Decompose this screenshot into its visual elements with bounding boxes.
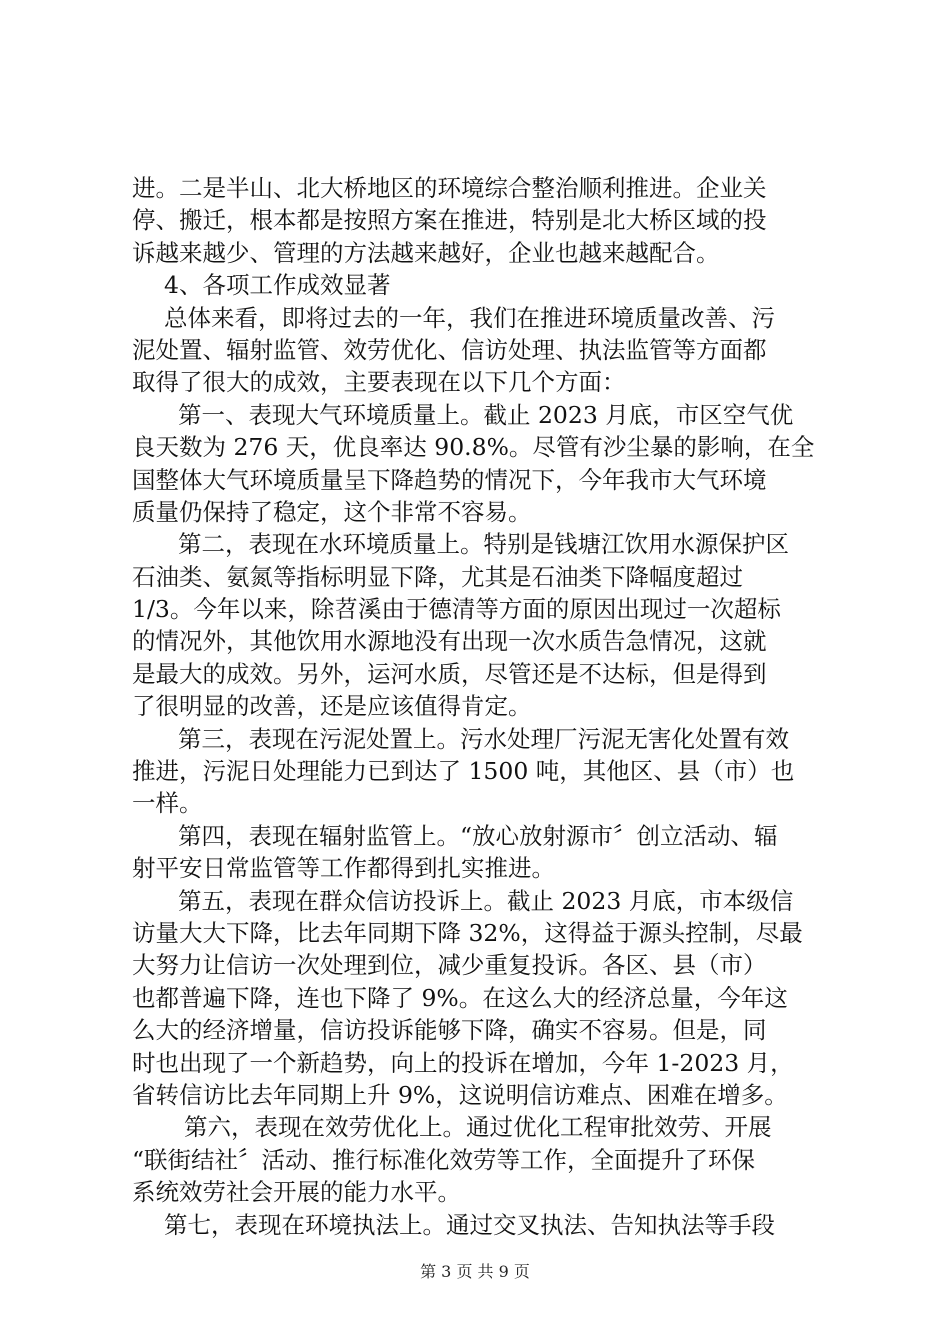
paragraph-line: 省转信访比去年同期上升 9%，这说明信访难点、困难在增多。 [132,1080,788,1109]
paragraph-line: 泥处置、辐射监管、效劳优化、信访处理、执法监管等方面都 [132,335,767,364]
paragraph-line: 是最大的成效。另外，运河水质，尽管还是不达标，但是得到 [132,659,767,688]
paragraph-line: 进。二是半山、北大桥地区的环境综合整治顺利推进。企业关 [132,174,767,202]
paragraph-line: 停、搬迁，根本都是按照方案在推进，特别是北大桥区域的投 [132,206,767,235]
section-heading: 4、各项工作成效显著 [164,271,391,300]
page-footer: 第 3 页 共 9 页 [420,1262,530,1281]
paragraph-line: 了很明显的改善，还是应该值得肯定。 [132,692,532,721]
paragraph-line: “联街结社〞活动、推行标准化效劳等工作，全面提升了环保 [132,1145,756,1174]
paragraph-line: 第六，表现在效劳优化上。通过优化工程审批效劳、开展 [184,1113,772,1142]
document-body [132,172,832,1241]
paragraph-line: 也都普遍下降，连也下降了 9%。在这么大的经济总量，今年这 [132,983,788,1012]
paragraph-line: 良天数为 276 天，优良率达 90.8%。尽管有沙尘暴的影响，在全 [132,433,815,462]
paragraph-line: 第三，表现在污泥处置上。污水处理厂污泥无害化处置有效 [178,724,789,753]
paragraph-line: 射平安日常监管等工作都得到扎实推进。 [132,854,555,883]
paragraph-line: 时也出现了一个新趋势，向上的投诉在增加，今年 1-2023 月， [132,1048,794,1077]
paragraph-line: 取得了很大的成效，主要表现在以下几个方面： [132,368,626,397]
paragraph-line: 访量大大下降，比去年同期下降 32%，这得益于源头控制，尽最 [132,918,803,947]
paragraph-line: 1/3。今年以来，除苕溪由于德清等方面的原因出现过一次超标 [132,595,781,624]
paragraph-line: 石油类、氨氮等指标明显下降，尤其是石油类下降幅度超过 [132,562,743,591]
paragraph-line: 质量仍保持了稳定，这个非常不容易。 [132,497,532,526]
paragraph-line: 国整体大气环境质量呈下降趋势的情况下，今年我市大气环境 [132,465,767,494]
paragraph-line: 么大的经济增量，信访投诉能够下降，确实不容易。但是，同 [132,1016,767,1045]
paragraph-line: 一样。 [132,789,203,818]
paragraph-line: 第四，表现在辐射监管上。“放心放射源市〞创立活动、辐 [178,821,778,850]
paragraph-line: 系统效劳社会开展的能力水平。 [132,1178,461,1207]
paragraph-line: 大努力让信访一次处理到位，减少重复投诉。各区、县（市） [132,951,767,980]
paragraph-line: 第五，表现在群众信访投诉上。截止 2023 月底，市本级信 [178,886,794,915]
paragraph-line: 推进，污泥日处理能力已到达了 1500 吨，其他区、县（市）也 [132,757,795,786]
paragraph-line: 第二，表现在水环境质量上。特别是钱塘江饮用水源保护区 [178,530,789,559]
paragraph-line: 总体来看，即将过去的一年，我们在推进环境质量改善、污 [164,303,775,332]
paragraph-line: 第一、表现大气环境质量上。截止 2023 月底，市区空气优 [178,400,794,429]
paragraph-line: 诉越来越少、管理的方法越来越好，企业也越来越配合。 [132,238,720,267]
paragraph-line: 的情况外，其他饮用水源地没有出现一次水质告急情况，这就 [132,627,767,656]
paragraph-line: 第七，表现在环境执法上。通过交叉执法、告知执法等手段 [164,1210,775,1239]
